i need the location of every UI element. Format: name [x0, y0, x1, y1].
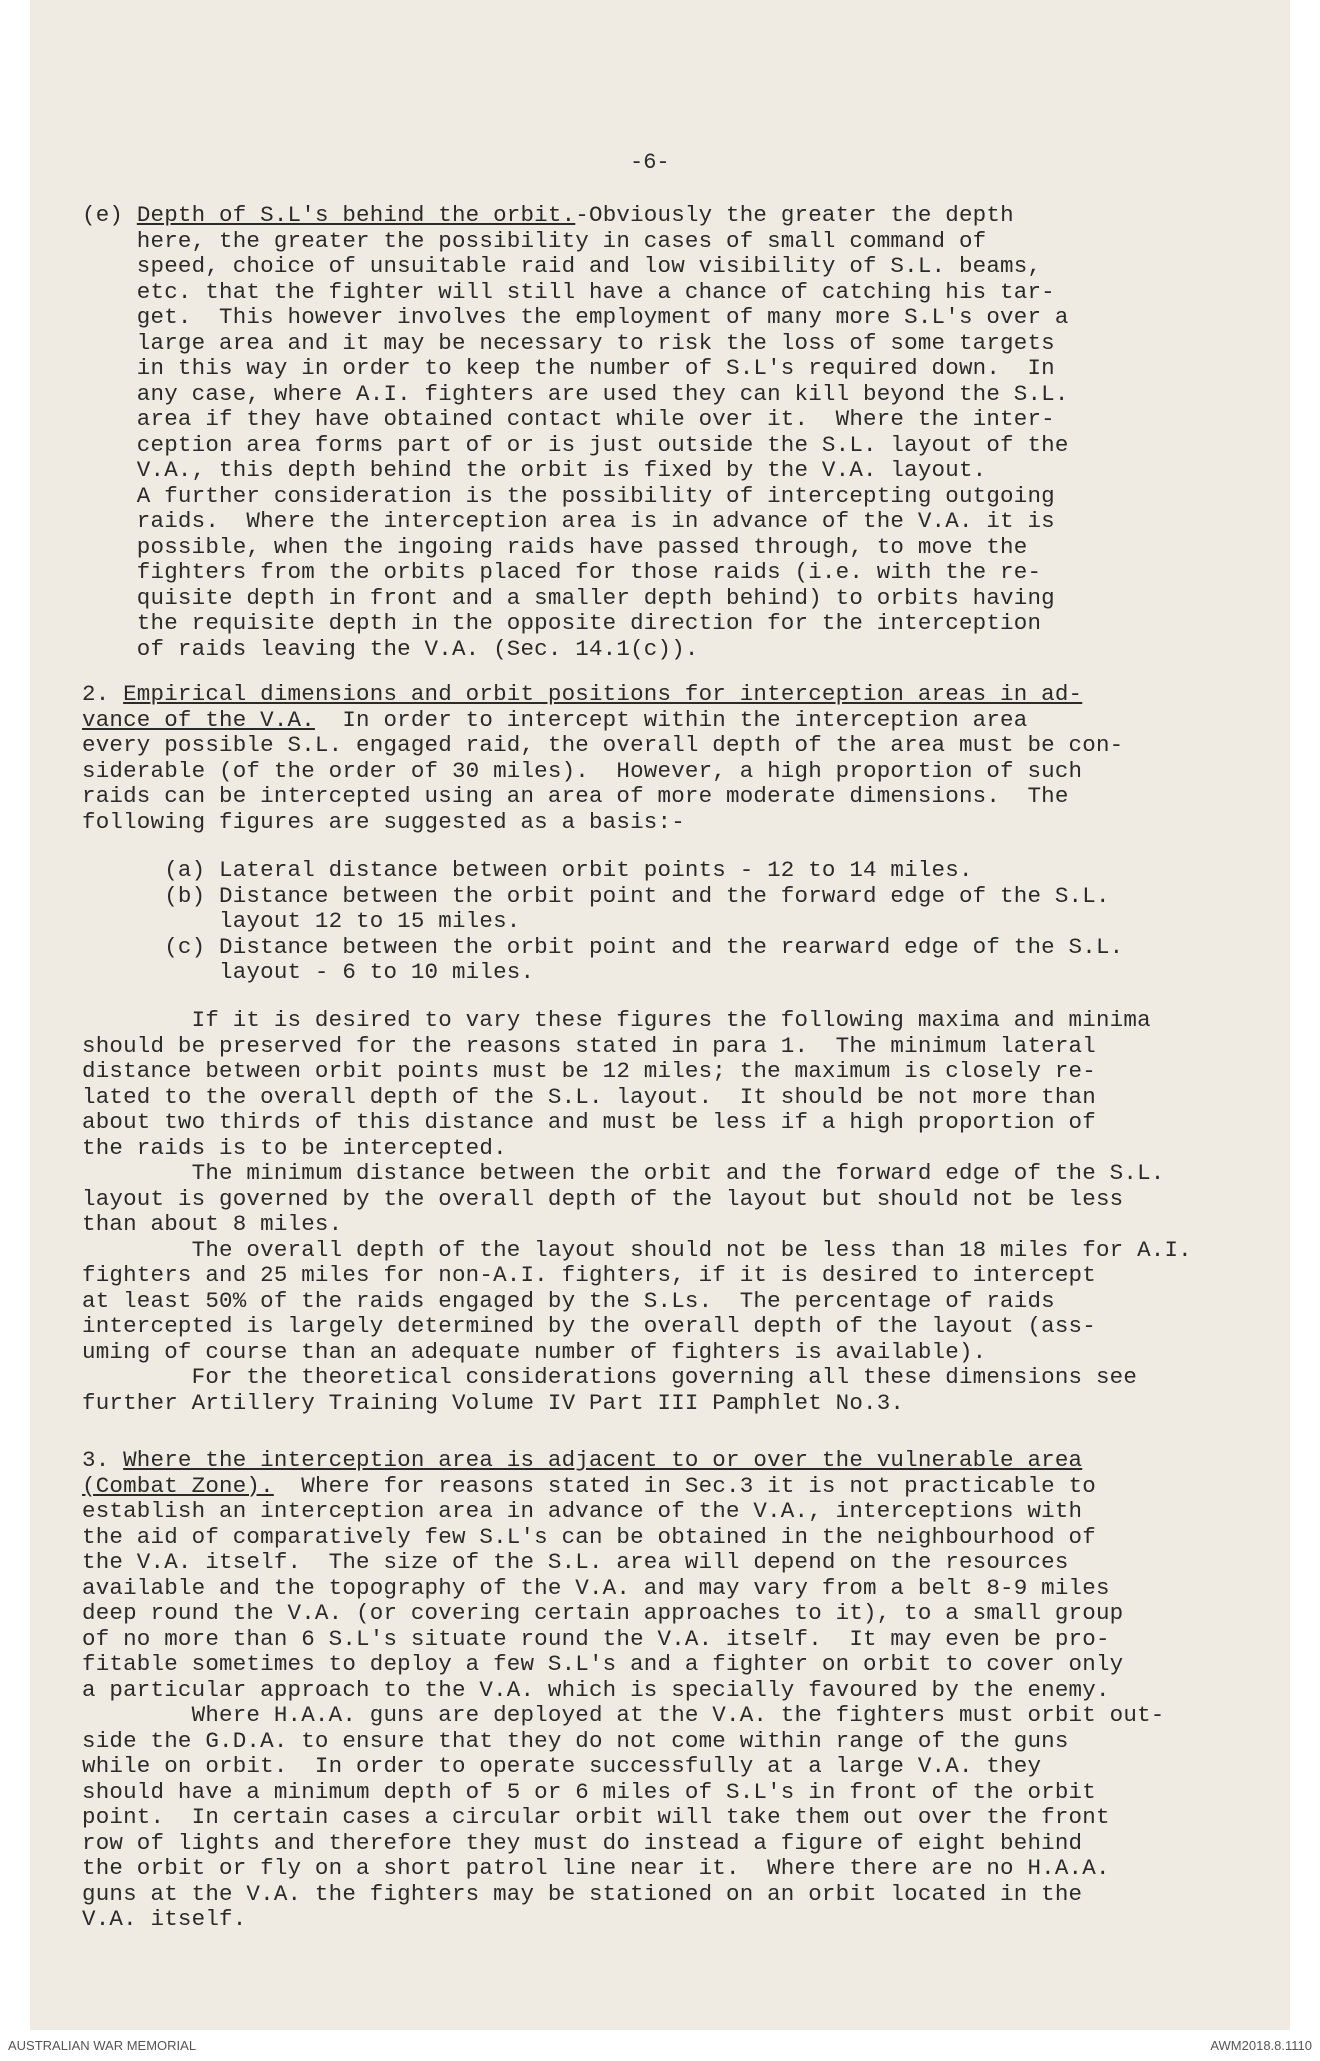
text-line: [82, 1289, 1262, 1315]
text-line: [82, 280, 1262, 306]
text-line: [82, 810, 1262, 836]
show-through-text: [150, 20, 1150, 170]
text-segment: establish an interception area in advance of the V.A., interceptions with: [82, 1498, 1083, 1524]
document-page: [30, 0, 1290, 2030]
text-segment: (Combat Zone).: [82, 1472, 274, 1499]
text-segment: The minimum distance between the orbit and the forward edge of the S.L.: [82, 1160, 1165, 1186]
text-segment: deep round the V.A. (or covering certain approaches to it), to a small group: [82, 1600, 1124, 1626]
text-line: [82, 1474, 1262, 1500]
text-segment: speed, choice of unsuitable raid and low visibility of S.L. beams,: [82, 253, 1042, 279]
text-segment: (c) Distance between the orbit point and the rearward edge of the S.L.: [82, 933, 1124, 960]
text-line: [82, 784, 1262, 810]
text-segment: a particular approach to the V.A. which is specially favoured by the enemy.: [82, 1676, 1110, 1703]
text-segment: 2.: [82, 681, 124, 707]
text-segment: side the G.D.A. to ensure that they do not come within range of the guns: [82, 1727, 1069, 1754]
text-segment: area if they have obtained contact while over it. Where the inter-: [82, 406, 1055, 432]
text-line: [82, 356, 1262, 382]
footer-archive-name: AUSTRALIAN WAR MEMORIAL: [8, 2038, 197, 2053]
text-segment: should have a minimum depth of 5 or 6 miles of S.L's in front of the orbit: [82, 1778, 1096, 1805]
text-segment: V.A., this depth behind the orbit is fixed by the V.A. layout.: [82, 457, 987, 483]
text-segment: guns at the V.A. the fighters may be stationed on an orbit located in the: [82, 1880, 1083, 1907]
text-line: [82, 1034, 1262, 1060]
paragraph-2-continued: [82, 1008, 1262, 1416]
text-line: [82, 1780, 1262, 1806]
paragraph-3: [82, 1448, 1262, 1933]
text-line: [82, 305, 1262, 331]
text-line: [82, 1729, 1262, 1755]
text-segment: 3.: [82, 1447, 124, 1473]
text-line: [82, 1627, 1262, 1653]
text-segment: ception area forms part of or is just outside the S.L. layout of the: [82, 431, 1069, 458]
text-line: [82, 708, 1262, 734]
text-line: [82, 382, 1262, 408]
footer-reference-number: AWM2018.8.1110: [1210, 2038, 1312, 2053]
text-segment: V.A. itself.: [82, 1906, 247, 1932]
text-line: [82, 909, 1262, 935]
text-line: [82, 682, 1262, 708]
paragraph-e: [82, 203, 1262, 662]
text-segment: layout is governed by the overall depth of the layout but should not be less: [82, 1185, 1124, 1212]
text-line: [82, 1448, 1262, 1474]
text-segment: raids. Where the interception area is in advance of the V.A. it is: [82, 508, 1055, 534]
text-segment: row of lights and therefore they must do instead a figure of eight behind: [82, 1829, 1083, 1856]
text-line: [82, 1161, 1262, 1187]
text-line: [82, 560, 1262, 586]
text-line: [82, 1525, 1262, 1551]
text-line: [82, 1805, 1262, 1831]
text-line: [82, 1652, 1262, 1678]
text-segment: possible, when the ingoing raids have passed through, to move the: [82, 533, 1028, 560]
text-segment: Where H.A.A. guns are deployed at the V.A. the fighters must orbit out-: [82, 1702, 1165, 1728]
text-segment: get. This however involves the employment of many more S.L's over a: [82, 304, 1069, 330]
text-segment: the raids is to be intercepted.: [82, 1134, 507, 1161]
text-segment: any case, where A.I. fighters are used they can kill beyond the S.L.: [82, 380, 1069, 407]
text-line: [82, 1678, 1262, 1704]
text-line: [82, 1340, 1262, 1366]
text-segment: in this way in order to keep the number of S.L's required down. In: [82, 355, 1055, 381]
text-segment: the orbit or fly on a short patrol line near it. Where there are no H.A.A.: [82, 1855, 1110, 1881]
text-segment: large area and it may be necessary to risk the loss of some targets: [82, 329, 1055, 356]
text-segment: Depth of S.L's behind the orbit.: [136, 202, 576, 228]
text-line: [82, 1831, 1262, 1857]
text-line: [82, 1110, 1262, 1136]
text-line: [82, 1576, 1262, 1602]
text-segment: layout 12 to 15 miles.: [82, 908, 521, 934]
text-line: [82, 1601, 1262, 1627]
text-segment: than about 8 miles.: [82, 1211, 343, 1237]
text-segment: following figures are suggested as a basis:-: [82, 808, 685, 835]
paragraph-2-list: [82, 858, 1262, 986]
text-line: [82, 960, 1262, 986]
text-line: [82, 1136, 1262, 1162]
text-segment: quisite depth in front and a smaller depth behind) to orbits having: [82, 584, 1055, 611]
text-segment: Empirical dimensions and orbit positions for interception areas in ad-: [123, 681, 1083, 707]
text-line: [82, 535, 1262, 561]
text-line: [82, 1263, 1262, 1289]
text-segment: the requisite depth in the opposite direction for the interception: [82, 610, 1042, 636]
text-segment: while on orbit. In order to operate successfully at a large V.A. they: [82, 1753, 1042, 1779]
text-segment: (b) Distance between the orbit point and the forward edge of the S.L.: [82, 882, 1110, 909]
text-line: [82, 759, 1262, 785]
text-line: [82, 586, 1262, 612]
text-segment: fighters and 25 miles for non-A.I. fighters, if it is desired to intercept: [82, 1262, 1096, 1288]
text-line: [82, 1550, 1262, 1576]
text-segment: at least 50% of the raids engaged by the S.Ls. The percentage of raids: [82, 1287, 1055, 1314]
text-segment: layout - 6 to 10 miles.: [82, 959, 535, 985]
text-line: [82, 1882, 1262, 1908]
text-line: [82, 1187, 1262, 1213]
text-line: [82, 407, 1262, 433]
text-segment: about two thirds of this distance and must be less if a high proportion of: [82, 1109, 1096, 1135]
text-line: [82, 1856, 1262, 1882]
text-line: [82, 611, 1262, 637]
paragraph-2: [82, 682, 1262, 835]
text-segment: further Artillery Training Volume IV Part III Pamphlet No.3.: [82, 1389, 905, 1416]
text-segment: lated to the overall depth of the S.L. layout. It should be not more than: [82, 1083, 1096, 1110]
text-line: [82, 1703, 1262, 1729]
text-line: [82, 229, 1262, 255]
text-line: [82, 254, 1262, 280]
page-number: -6-: [630, 150, 670, 175]
text-segment: etc. that the fighter will still have a chance of catching his tar-: [82, 278, 1055, 305]
text-segment: here, the greater the possibility in cases of small command of: [82, 227, 987, 254]
text-segment: -Obviously the greater the depth: [575, 202, 1014, 228]
text-segment: (e): [82, 202, 137, 228]
text-line: [82, 1754, 1262, 1780]
text-segment: Where for reasons stated in Sec.3 it is not practicable to: [273, 1472, 1096, 1499]
text-segment: uming of course than an adequate number of fighters is available).: [82, 1338, 987, 1365]
text-line: [82, 733, 1262, 759]
text-line: [82, 1314, 1262, 1340]
text-segment: A further consideration is the possibility of intercepting outgoing: [82, 482, 1055, 509]
text-segment: of raids leaving the V.A. (Sec. 14.1(c)).: [82, 635, 699, 662]
text-line: [82, 637, 1262, 663]
text-segment: point. In certain cases a circular orbit will take them out over the front: [82, 1804, 1110, 1830]
text-line: [82, 884, 1262, 910]
text-segment: The overall depth of the layout should not be less than 18 miles for A.I.: [82, 1236, 1192, 1263]
text-line: [82, 1499, 1262, 1525]
text-segment: raids can be intercepted using an area of more moderate dimensions. The: [82, 783, 1069, 809]
text-segment: available and the topography of the V.A. and may vary from a belt 8-9 miles: [82, 1574, 1110, 1601]
text-line: [82, 1365, 1262, 1391]
text-line: [82, 1008, 1262, 1034]
text-line: [82, 1059, 1262, 1085]
text-line: [82, 203, 1262, 229]
text-segment: Where the interception area is adjacent to or over the vulnerable area: [123, 1447, 1083, 1473]
text-line: [82, 509, 1262, 535]
text-line: [82, 1907, 1262, 1933]
text-segment: fighters from the orbits placed for those raids (i.e. with the re-: [82, 559, 1042, 585]
text-segment: distance between orbit points must be 12 miles; the maximum is closely re-: [82, 1058, 1096, 1084]
text-segment: intercepted is largely determined by the overall depth of the layout (ass-: [82, 1313, 1096, 1339]
text-line: [82, 1391, 1262, 1417]
text-line: [82, 1238, 1262, 1264]
text-line: [82, 331, 1262, 357]
text-segment: should be preserved for the reasons stated in para 1. The minimum lateral: [82, 1032, 1096, 1059]
text-segment: For the theoretical considerations governing all these dimensions see: [82, 1364, 1138, 1390]
text-line: [82, 935, 1262, 961]
text-segment: vance of the V.A.: [82, 706, 315, 733]
text-segment: the aid of comparatively few S.L's can be obtained in the neighbourhood of: [82, 1523, 1096, 1550]
text-segment: siderable (of the order of 30 miles). However, a high proportion of such: [82, 757, 1083, 784]
text-line: [82, 433, 1262, 459]
text-line: [82, 858, 1262, 884]
text-segment: every possible S.L. engaged raid, the overall depth of the area must be con-: [82, 732, 1124, 758]
text-segment: (a) Lateral distance between orbit points - 12 to 14 miles.: [82, 857, 973, 883]
text-segment: fitable sometimes to deploy a few S.L's and a fighter on orbit to cover only: [82, 1651, 1124, 1677]
text-segment: the V.A. itself. The size of the S.L. area will depend on the resources: [82, 1549, 1069, 1575]
text-line: [82, 1212, 1262, 1238]
text-line: [82, 458, 1262, 484]
text-segment: of no more than 6 S.L's situate round the V.A. itself. It may even be pro-: [82, 1625, 1110, 1652]
text-segment: If it is desired to vary these figures the following maxima and minima: [82, 1007, 1151, 1033]
text-segment: In order to intercept within the interception area: [314, 706, 1028, 733]
text-line: [82, 484, 1262, 510]
text-line: [82, 1085, 1262, 1111]
